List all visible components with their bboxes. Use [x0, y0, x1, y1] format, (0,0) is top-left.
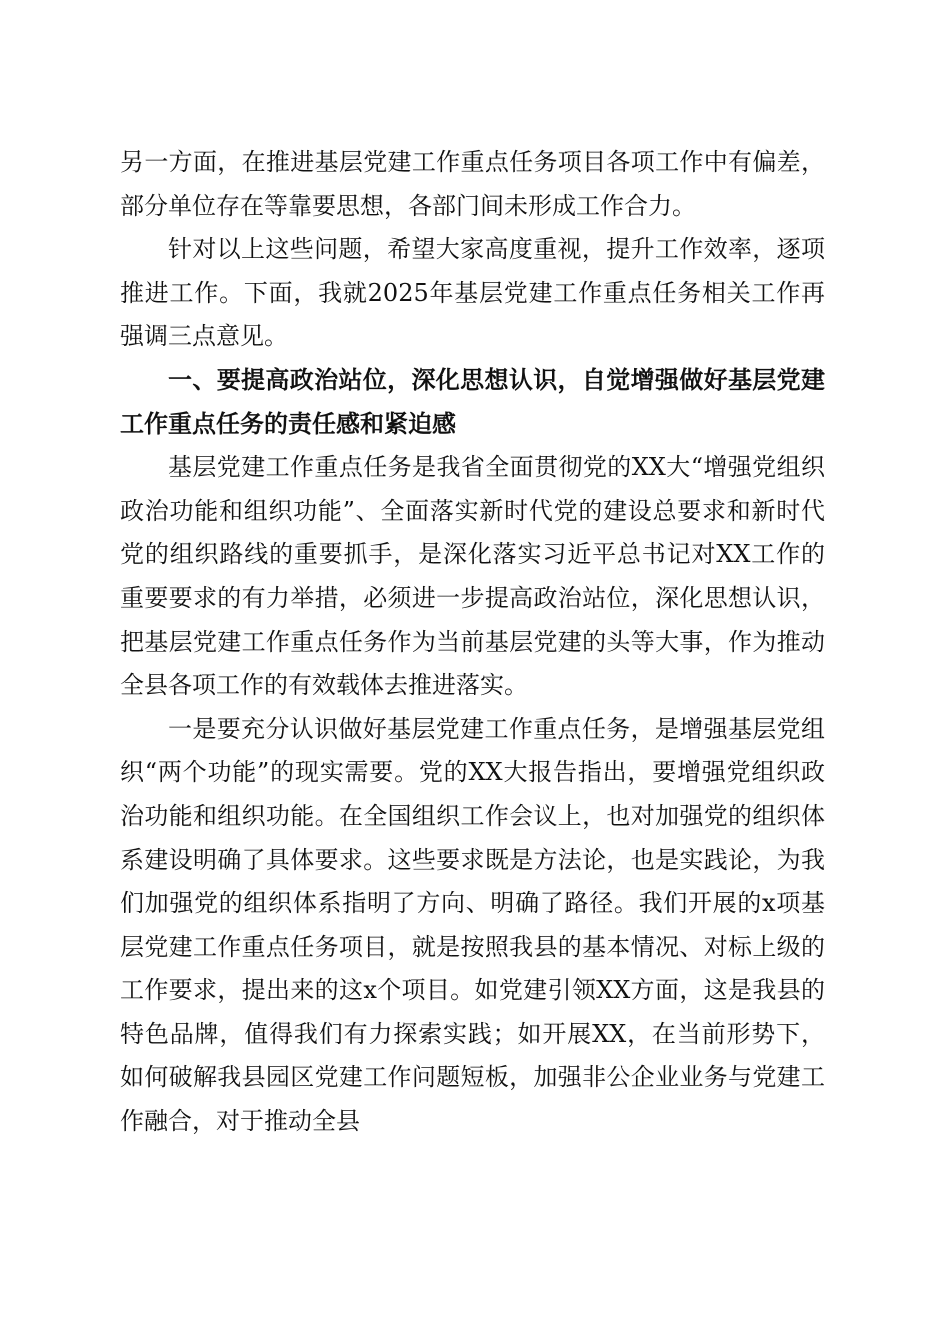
section-heading-1: 一、要提高政治站位，深化思想认识，自觉增强做好基层党建工作重点任务的责任感和紧迫感 [120, 365, 825, 438]
document-page [120, 141, 825, 1144]
paragraph-intro: 针对以上这些问题，希望大家高度重视，提升工作效率，逐项推进工作。下面，我就2025年基层党建工作重点任务相关工作再强调三点意见。 [120, 235, 825, 351]
paragraph-section-1-body: 基层党建工作重点任务是我省全面贯彻党的XX大“增强党组织政治功能和组织功能”、全面落实新时代党的建设总要求和新时代党的组织路线的重要抓手，是深化落实习近平总书记对XX工作的重要要求的有力举措，必须进一步提高政治站位，深化思想认识，把基层党建工作重点任务作为当前基层党建的头等大事，作为推动全县各项工作的有效载体去推进落实。 [120, 453, 825, 700]
paragraph-continuation: 另一方面，在推进基层党建工作重点任务项目各项工作中有偏差，部分单位存在等靠要思想，各部门间未形成工作合力。 [120, 148, 825, 220]
paragraph-point-1: 一是要充分认识做好基层党建工作重点任务，是增强基层党组织“两个功能”的现实需要。党的XX大报告指出，要增强党组织政治功能和组织功能。在全国组织工作会议上，也对加强党的组织体系建设明确了具体要求。这些要求既是方法论，也是实践论，为我们加强党的组织体系指明了方向、明确了路径。我们开展的x项基层党建工作重点任务项目，就是按照我县的基本情况、对标上级的工作要求，提出来的这x个项目。如党建引领XX方面，这是我县的特色品牌，值得我们有力探索实践；如开展XX，在当前形势下，如何破解我县园区党建工作问题短板，加强非公企业业务与党建工作融合，对于推动全县 [120, 714, 825, 1136]
